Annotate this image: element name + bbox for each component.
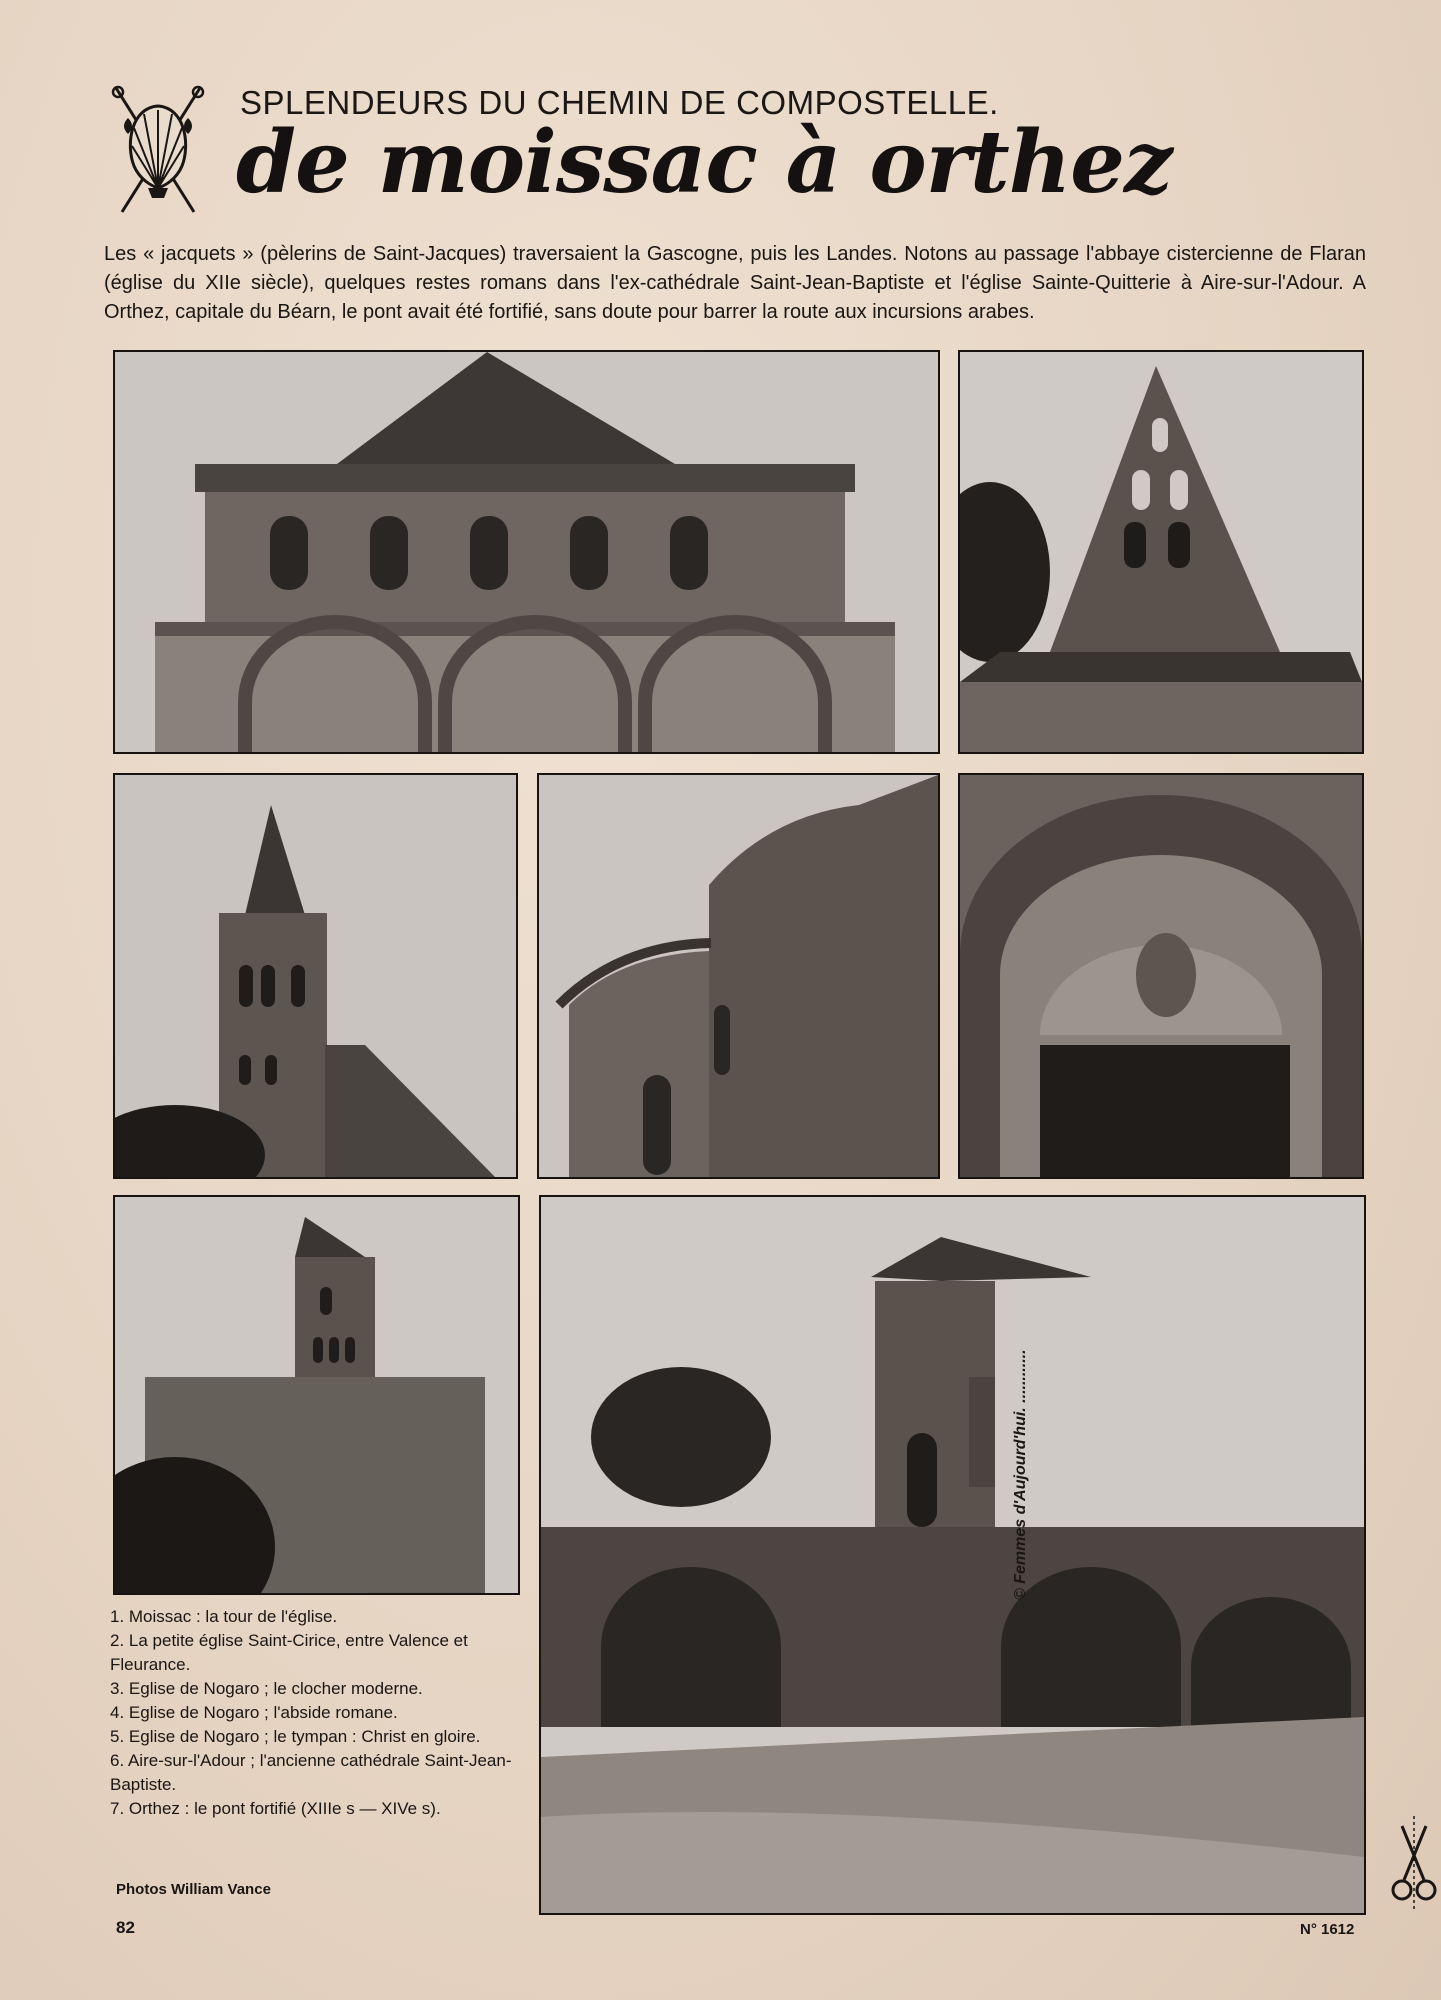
photo-moissac-tower bbox=[113, 350, 940, 754]
photo-credit: Photos William Vance bbox=[116, 1881, 271, 1898]
scallop-emblem-icon bbox=[108, 84, 208, 218]
caption-1: 1. Moissac : la tour de l'église. bbox=[110, 1607, 338, 1626]
photo-aire-sur-adour bbox=[113, 1195, 520, 1595]
caption-2: 2. La petite église Saint-Cirice, entre Valence et Fleurance. bbox=[110, 1631, 468, 1674]
caption-3: 3. Eglise de Nogaro ; le clocher moderne. bbox=[110, 1679, 423, 1698]
photo-saint-cirice bbox=[958, 350, 1364, 754]
photo-orthez-bridge bbox=[539, 1195, 1366, 1915]
caption-5: 5. Eglise de Nogaro ; le tympan : Christ en gloire. bbox=[110, 1727, 481, 1746]
caption-6: 6. Aire-sur-l'Adour ; l'ancienne cathédrale Saint-Jean-Baptiste. bbox=[110, 1751, 512, 1794]
header-kicker: SPLENDEURS DU CHEMIN DE COMPOSTELLE. bbox=[240, 84, 999, 121]
page-title: de moissac à orthez bbox=[236, 112, 1172, 213]
photo-nogaro-apse bbox=[537, 773, 940, 1179]
photo-captions bbox=[110, 1605, 518, 1821]
caption-4: 4. Eglise de Nogaro ; l'abside romane. bbox=[110, 1703, 398, 1722]
caption-7: 7. Orthez : le pont fortifié (XIIIe s — XIVe s). bbox=[110, 1799, 441, 1818]
issue-number: N° 1612 bbox=[1300, 1921, 1355, 1938]
intro-paragraph: Les « jacquets » (pèlerins de Saint-Jacques) traversaient la Gascogne, puis les Landes. Notons au passage l'abbaye cistercienne de Flaran (église du XIIe siècle), quelques restes romans dans l'ex-cathédrale Saint-Jean-Baptiste et l'église Sainte-Quitterie à Aire-sur-l'Adour. A Orthez, capitale du Béarn, le pont avait été fortifié, sans doute pour barrer la route aux incursions arabes. bbox=[104, 243, 1366, 323]
page-number: 82 bbox=[116, 1918, 135, 1937]
copyright-text: © Femmes d'Aujourd'hui. ............ bbox=[1012, 1349, 1029, 1600]
photo-nogaro-steeple bbox=[113, 773, 518, 1179]
scissors-icon bbox=[1390, 1816, 1438, 1912]
photo-nogaro-tympanum bbox=[958, 773, 1364, 1179]
